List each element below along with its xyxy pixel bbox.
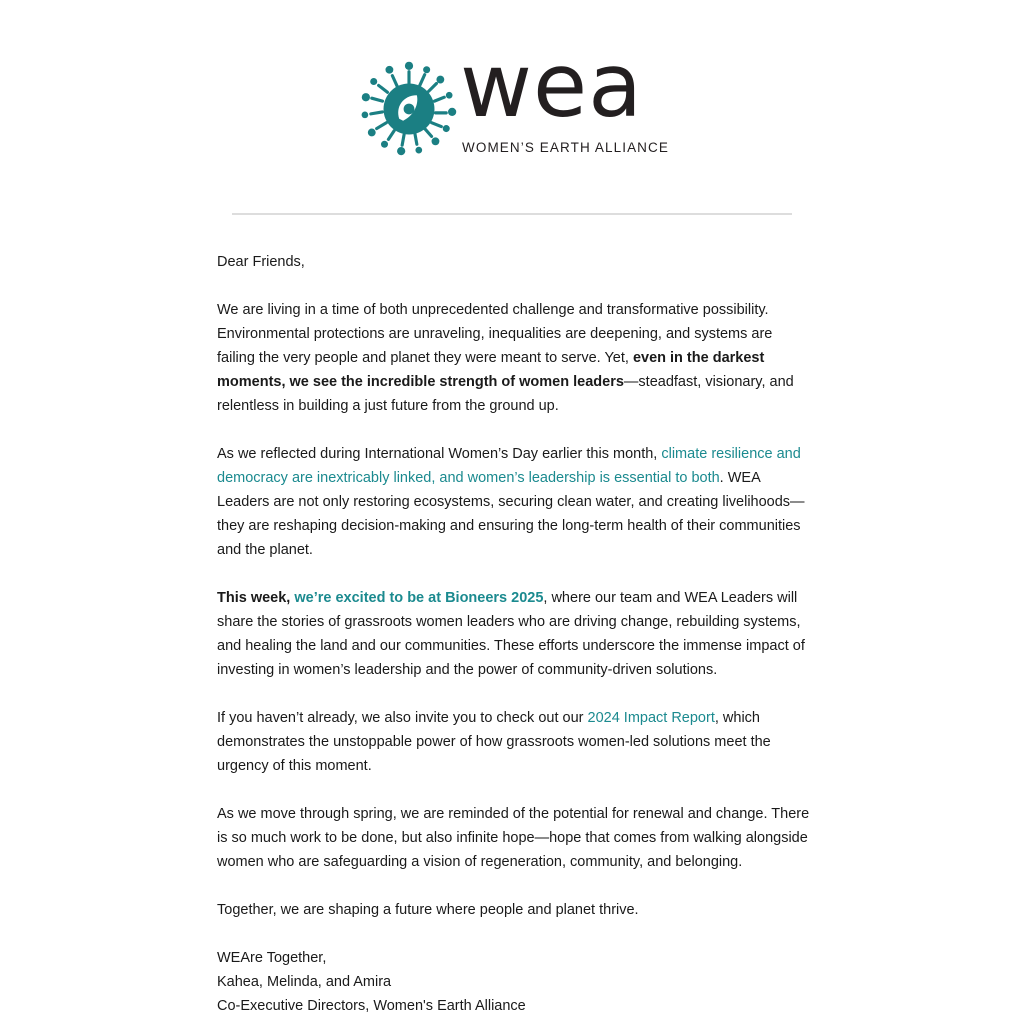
letter-body xyxy=(217,250,813,1018)
wea-logo[interactable] xyxy=(360,34,670,160)
impact-report-link[interactable]: 2024 Impact Report xyxy=(587,710,715,726)
paragraph-together: Together, we are shaping a future where people and planet thrive. xyxy=(217,902,639,918)
bioneers-link[interactable]: we’re excited to be at Bioneers 2025 xyxy=(294,590,544,606)
logo-wordmark: wea xyxy=(460,34,644,137)
paragraph-womens-day: As we reflected during International Women’s Day earlier this month, climate resilience and democracy are inextricably linked, and women’s leadership is essential to both. WEA Leaders are not only restoring ecosystems, securing clean water, and creating livelihoods—they are reshaping decision-making and ensuring the long-term health of their communities and the planet. xyxy=(217,446,805,558)
signatory-names: Kahea, Melinda, and Amira xyxy=(217,974,392,990)
logo-subtitle: WOMEN’S EARTH ALLIANCE xyxy=(462,140,669,155)
paragraph-impact-report: If you haven’t already, we also invite you to check out our 2024 Impact Report, which demonstrates the unstoppable power of how grassroots women-led solutions meet the urgency of this moment. xyxy=(217,710,771,774)
paragraph-challenge: We are living in a time of both unprecedented challenge and transformative possibility. Environmental protections are unraveling, inequalities are deepening, and systems are failing the very people and planet they were meant to serve. Yet, even in the darkest moments, we see the incredible strength of women leaders—steadfast, visionary, and relentless in building a just future from the ground up. xyxy=(217,302,794,414)
wea-seed-logo-icon xyxy=(360,58,458,156)
paragraph-spring: As we move through spring, we are reminded of the potential for renewal and change. There is so much work to be done, but also infinite hope—hope that comes from walking alongside women who are safeguarding a vision of regeneration, community, and belonging. xyxy=(217,806,810,870)
header-divider xyxy=(232,213,792,215)
signoff: WEAre Together, xyxy=(217,950,327,966)
paragraph-bioneers: This week, we’re excited to be at Bioneers 2025, where our team and WEA Leaders will share the stories of grassroots women leaders who are driving change, rebuilding systems, and healing the land and our communities. These efforts underscore the immense impact of investing in women’s leadership and the power of community-driven solutions. xyxy=(217,590,805,678)
signatory-title: Co-Executive Directors, Women's Earth Alliance xyxy=(217,998,526,1014)
climate-democracy-link[interactable]: climate resilience and democracy are inextricably linked, and women’s leadership is essential to both xyxy=(217,446,801,486)
greeting: Dear Friends, xyxy=(217,254,305,270)
